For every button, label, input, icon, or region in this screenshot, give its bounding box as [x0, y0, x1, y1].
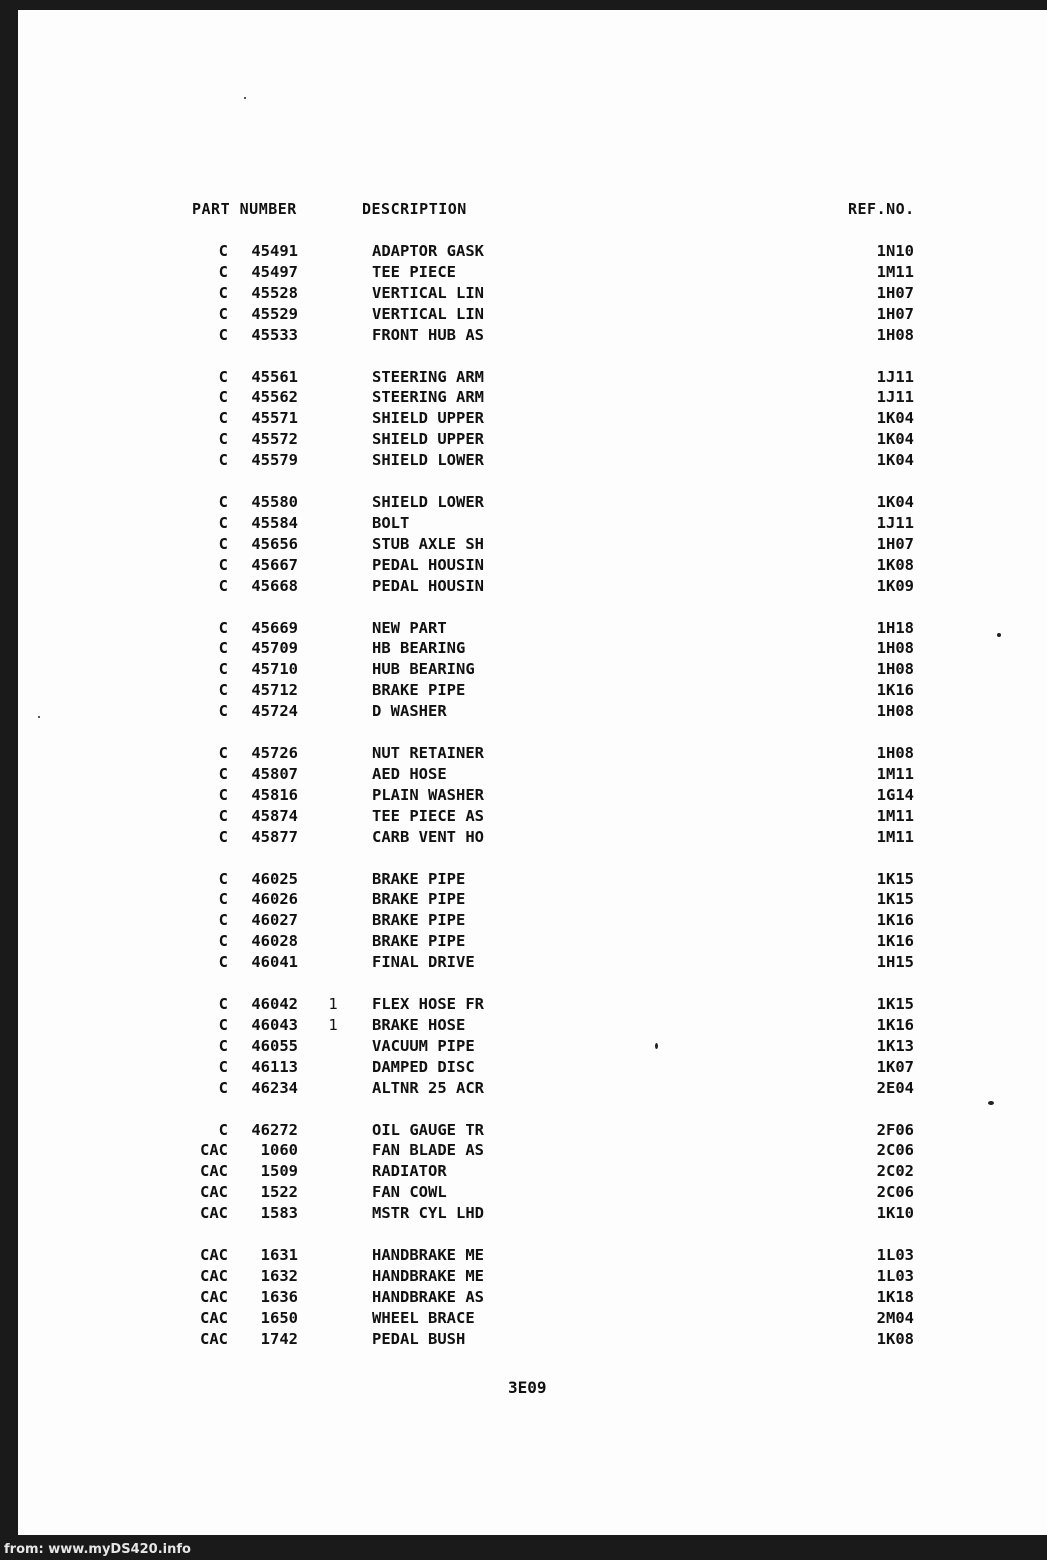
part-description: VERTICAL LIN — [372, 283, 484, 302]
ref-number: 1K16 — [876, 932, 914, 951]
part-prefix: C — [218, 534, 228, 553]
table-row — [0, 744, 1047, 765]
part-number: 46234 — [251, 1078, 298, 1097]
ref-number: 2F06 — [876, 1120, 914, 1139]
table-row — [0, 493, 1047, 514]
header-ref-no: REF.NO. — [848, 200, 915, 218]
part-description: PEDAL BUSH — [372, 1329, 466, 1348]
part-number: 45816 — [251, 785, 298, 804]
part-prefix: C — [218, 639, 228, 658]
part-description: BRAKE PIPE — [372, 869, 466, 888]
part-prefix: CAC — [200, 1204, 228, 1223]
part-description: HB BEARING — [372, 639, 466, 658]
table-row — [0, 368, 1047, 389]
part-number: 1632 — [260, 1266, 298, 1285]
table-row — [0, 1204, 1047, 1225]
header-part-number: PART NUMBER — [192, 200, 297, 218]
part-number: 45529 — [251, 304, 298, 323]
part-prefix: C — [218, 1036, 228, 1055]
part-prefix: CAC — [200, 1141, 228, 1160]
ref-number: 2M04 — [876, 1308, 914, 1327]
part-prefix: C — [218, 1057, 228, 1076]
part-number: 1631 — [260, 1246, 298, 1264]
ref-number: 1K04 — [876, 493, 914, 511]
part-prefix: C — [218, 1120, 228, 1139]
part-prefix: C — [218, 409, 228, 428]
table-row — [0, 242, 1047, 263]
part-prefix: C — [218, 995, 228, 1013]
part-number: 45572 — [251, 430, 298, 449]
ref-number: 1K09 — [876, 576, 914, 595]
table-row — [0, 1183, 1047, 1204]
part-number: 46272 — [251, 1120, 298, 1139]
part-description: SHIELD UPPER — [372, 430, 484, 449]
part-number: 45528 — [251, 283, 298, 302]
part-number: 1650 — [260, 1308, 298, 1327]
part-prefix: C — [218, 911, 228, 930]
part-number: 45533 — [251, 325, 298, 344]
part-prefix: C — [218, 367, 228, 386]
ref-number: 1K08 — [876, 1329, 914, 1348]
part-prefix: C — [218, 283, 228, 302]
part-description: HANDBRAKE ME — [372, 1246, 484, 1264]
table-row — [0, 1246, 1047, 1267]
part-number: 45726 — [251, 744, 298, 762]
part-description: PEDAL HOUSIN — [372, 555, 484, 574]
part-number: 45712 — [251, 681, 298, 700]
ref-number: 1H08 — [876, 639, 914, 658]
part-description: CARB VENT HO — [372, 827, 484, 846]
part-number: 1060 — [260, 1141, 298, 1160]
part-prefix: C — [218, 1015, 228, 1034]
part-description: BRAKE PIPE — [372, 681, 466, 700]
part-prefix: C — [218, 576, 228, 595]
ref-number: 1K16 — [876, 911, 914, 930]
part-number: 1742 — [260, 1329, 298, 1348]
part-description: D WASHER — [372, 702, 447, 721]
part-description: BRAKE HOSE — [372, 1015, 466, 1034]
part-description: BRAKE PIPE — [372, 911, 466, 930]
part-number: 45562 — [251, 388, 298, 407]
part-description: WHEEL BRACE — [372, 1308, 475, 1327]
bleed-through-text — [420, 1380, 980, 1510]
table-row — [0, 660, 1047, 681]
table-row — [0, 1288, 1047, 1309]
table-row — [0, 911, 1047, 932]
ref-number: 1K18 — [876, 1287, 914, 1306]
part-description: SHIELD LOWER — [372, 493, 484, 511]
table-row — [0, 807, 1047, 828]
part-description: FAN COWL — [372, 1183, 447, 1202]
table-row — [0, 388, 1047, 409]
part-description: NUT RETAINER — [372, 744, 484, 762]
part-description: TEE PIECE — [372, 262, 456, 281]
part-prefix: C — [218, 806, 228, 825]
scan-speck — [655, 1043, 658, 1049]
part-prefix: CAC — [200, 1162, 228, 1181]
part-description: MSTR CYL LHD — [372, 1204, 484, 1223]
part-description: SHIELD UPPER — [372, 409, 484, 428]
ref-number: 1K07 — [876, 1057, 914, 1076]
part-number: 45579 — [251, 451, 298, 470]
table-row — [0, 451, 1047, 472]
part-description: HANDBRAKE AS — [372, 1287, 484, 1306]
part-prefix: CAC — [200, 1246, 228, 1264]
ref-number: 1K04 — [876, 430, 914, 449]
part-number: 46028 — [251, 932, 298, 951]
part-prefix: C — [218, 325, 228, 344]
part-prefix: C — [218, 764, 228, 783]
part-number: 45584 — [251, 513, 298, 532]
table-row — [0, 1016, 1047, 1037]
ref-number: 1J11 — [876, 513, 914, 532]
table-row — [0, 619, 1047, 640]
table-row — [0, 681, 1047, 702]
page-number: 3E09 — [508, 1378, 547, 1397]
part-prefix: C — [218, 493, 228, 511]
table-row — [0, 1058, 1047, 1079]
ref-number: 1H07 — [876, 534, 914, 553]
part-description: HUB BEARING — [372, 660, 475, 679]
part-prefix: C — [218, 681, 228, 700]
part-prefix: C — [218, 744, 228, 762]
table-row — [0, 639, 1047, 660]
part-description: AED HOSE — [372, 764, 447, 783]
scan-speck — [997, 633, 1001, 637]
part-description: NEW PART — [372, 618, 447, 637]
part-description: TEE PIECE AS — [372, 806, 484, 825]
part-description: VERTICAL LIN — [372, 304, 484, 323]
table-row — [0, 1037, 1047, 1058]
ref-number: 1K16 — [876, 681, 914, 700]
part-description: FRONT HUB AS — [372, 325, 484, 344]
ref-number: 2C06 — [876, 1141, 914, 1160]
part-description: OIL GAUGE TR — [372, 1120, 484, 1139]
part-number: 45580 — [251, 493, 298, 511]
part-number: 46043 — [251, 1015, 298, 1034]
ref-number: 1J11 — [876, 388, 914, 407]
scan-speck — [988, 1101, 994, 1105]
table-row — [0, 1141, 1047, 1162]
table-row — [0, 995, 1047, 1016]
part-prefix: CAC — [200, 1308, 228, 1327]
part-description: FAN BLADE AS — [372, 1141, 484, 1160]
ref-number: 1H07 — [876, 283, 914, 302]
part-number: 45561 — [251, 367, 298, 386]
table-row — [0, 1330, 1047, 1351]
table-row — [0, 430, 1047, 451]
quantity: 1 — [328, 995, 338, 1013]
ref-number: 1K16 — [876, 1015, 914, 1034]
part-prefix: C — [218, 953, 228, 972]
ref-number: 1H08 — [876, 660, 914, 679]
ref-number: 1K15 — [876, 869, 914, 888]
part-number: 1509 — [260, 1162, 298, 1181]
ref-number: 1K13 — [876, 1036, 914, 1055]
ref-number: 1H08 — [876, 744, 914, 762]
part-number: 45874 — [251, 806, 298, 825]
table-row — [0, 953, 1047, 974]
part-description: ADAPTOR GASK — [372, 242, 484, 260]
part-prefix: C — [218, 304, 228, 323]
table-row — [0, 1162, 1047, 1183]
part-prefix: C — [218, 890, 228, 909]
ref-number: 2C06 — [876, 1183, 914, 1202]
scan-border-top — [0, 0, 1047, 10]
part-description: VACUUM PIPE — [372, 1036, 475, 1055]
ref-number: 1G14 — [876, 785, 914, 804]
table-row — [0, 284, 1047, 305]
part-prefix: C — [218, 451, 228, 470]
table-row — [0, 305, 1047, 326]
part-description: BRAKE PIPE — [372, 932, 466, 951]
ref-number: 1K08 — [876, 555, 914, 574]
part-number: 1583 — [260, 1204, 298, 1223]
part-prefix: C — [218, 702, 228, 721]
ref-number: 1M11 — [876, 806, 914, 825]
part-description: RADIATOR — [372, 1162, 447, 1181]
part-number: 46027 — [251, 911, 298, 930]
part-prefix: C — [218, 388, 228, 407]
part-number: 46042 — [251, 995, 298, 1013]
table-row — [0, 870, 1047, 891]
ref-number: 2C02 — [876, 1162, 914, 1181]
ref-number: 1H08 — [876, 702, 914, 721]
part-prefix: C — [218, 513, 228, 532]
part-prefix: C — [218, 555, 228, 574]
table-row — [0, 514, 1047, 535]
part-number: 45724 — [251, 702, 298, 721]
part-prefix: C — [218, 262, 228, 281]
part-description: SHIELD LOWER — [372, 451, 484, 470]
ref-number: 1K04 — [876, 409, 914, 428]
source-footer: from: www.myDS420.info — [4, 1542, 191, 1557]
ref-number: 1K04 — [876, 451, 914, 470]
part-prefix: CAC — [200, 1287, 228, 1306]
ref-number: 1H18 — [876, 618, 914, 637]
part-prefix: C — [218, 242, 228, 260]
part-description: DAMPED DISC — [372, 1057, 475, 1076]
part-prefix: C — [218, 785, 228, 804]
ref-number: 2E04 — [876, 1078, 914, 1097]
part-description: PEDAL HOUSIN — [372, 576, 484, 595]
ref-number: 1H15 — [876, 953, 914, 972]
part-prefix: C — [218, 1078, 228, 1097]
part-number: 1636 — [260, 1287, 298, 1306]
table-row — [0, 1309, 1047, 1330]
part-number: 46026 — [251, 890, 298, 909]
part-description: BOLT — [372, 513, 410, 532]
part-description: ALTNR 25 ACR — [372, 1078, 484, 1097]
table-row — [0, 535, 1047, 556]
header-description: DESCRIPTION — [362, 200, 467, 218]
part-number: 45709 — [251, 639, 298, 658]
part-number: 45807 — [251, 764, 298, 783]
part-number: 46025 — [251, 869, 298, 888]
ref-number: 1M11 — [876, 764, 914, 783]
part-description: FLEX HOSE FR — [372, 995, 484, 1013]
part-prefix: C — [218, 827, 228, 846]
part-number: 45669 — [251, 618, 298, 637]
ref-number: 1L03 — [876, 1246, 914, 1264]
ref-number: 1K10 — [876, 1204, 914, 1223]
table-row — [0, 1079, 1047, 1100]
table-row — [0, 765, 1047, 786]
part-number: 45668 — [251, 576, 298, 595]
ref-number: 1M11 — [876, 827, 914, 846]
part-prefix: CAC — [200, 1266, 228, 1285]
scan-speck — [244, 97, 246, 99]
table-row — [0, 556, 1047, 577]
part-description: HANDBRAKE ME — [372, 1266, 484, 1285]
part-number: 46113 — [251, 1057, 298, 1076]
part-number: 45667 — [251, 555, 298, 574]
table-row — [0, 890, 1047, 911]
part-number: 45656 — [251, 534, 298, 553]
table-row — [0, 786, 1047, 807]
ref-number: 1H08 — [876, 325, 914, 344]
part-description: STUB AXLE SH — [372, 534, 484, 553]
ref-number: 1J11 — [876, 367, 914, 386]
table-row — [0, 828, 1047, 849]
table-row — [0, 1121, 1047, 1142]
part-description: STEERING ARM — [372, 367, 484, 386]
part-prefix: C — [218, 932, 228, 951]
ref-number: 1L03 — [876, 1266, 914, 1285]
ref-number: 1K15 — [876, 890, 914, 909]
part-description: PLAIN WASHER — [372, 785, 484, 804]
part-description: STEERING ARM — [372, 388, 484, 407]
part-number: 45491 — [251, 242, 298, 260]
table-row — [0, 1267, 1047, 1288]
table-row — [0, 326, 1047, 347]
ref-number: 1N10 — [876, 242, 914, 260]
part-prefix: C — [218, 660, 228, 679]
ref-number: 1M11 — [876, 262, 914, 281]
ref-number: 1K15 — [876, 995, 914, 1013]
scan-speck — [38, 716, 40, 718]
part-number: 45877 — [251, 827, 298, 846]
part-description: BRAKE PIPE — [372, 890, 466, 909]
part-prefix: C — [218, 869, 228, 888]
part-number: 1522 — [260, 1183, 298, 1202]
table-row — [0, 263, 1047, 284]
part-number: 45571 — [251, 409, 298, 428]
part-prefix: C — [218, 618, 228, 637]
table-row — [0, 932, 1047, 953]
part-number: 45710 — [251, 660, 298, 679]
part-prefix: C — [218, 430, 228, 449]
table-row — [0, 577, 1047, 598]
part-number: 46041 — [251, 953, 298, 972]
part-number: 46055 — [251, 1036, 298, 1055]
part-description: FINAL DRIVE — [372, 953, 475, 972]
table-row — [0, 409, 1047, 430]
table-row — [0, 702, 1047, 723]
ref-number: 1H07 — [876, 304, 914, 323]
part-prefix: CAC — [200, 1329, 228, 1348]
part-prefix: CAC — [200, 1183, 228, 1202]
part-number: 45497 — [251, 262, 298, 281]
quantity: 1 — [328, 1015, 338, 1034]
